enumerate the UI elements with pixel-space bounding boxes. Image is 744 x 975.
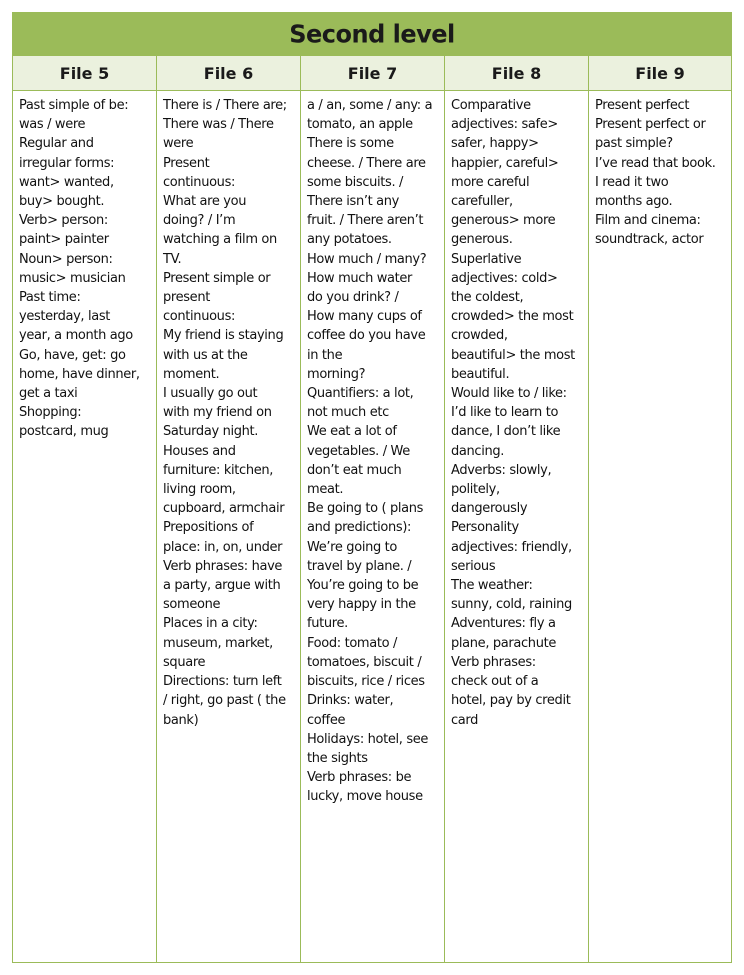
cell-text-line: Verb phrases: have [163,558,283,574]
cell-text-line: safer, happy> [451,136,539,152]
column-header-file-9: File 9 [635,63,685,83]
cell-text-line: fruit. / There aren’t [307,213,424,229]
column-header-file-5: File 5 [13,56,157,90]
cell-text-line: Places in a city: [163,616,258,632]
cell-text-line: Adventures: fly a [451,616,556,632]
cell-text-line: carefuller, [451,194,513,210]
cell-text-line: Past time: [19,290,81,306]
cell-text-line: year, a month ago [19,328,133,344]
cell-text-line: more careful [451,174,530,190]
cell-text-line: serious [451,558,496,574]
cell-text-line: bank) [163,712,199,728]
column-file-6 [157,91,301,962]
cell-text-line: Verb> person: [19,213,108,229]
cell-text-line: months ago. [595,194,673,210]
cell-text-line: tomato, an apple [307,117,413,133]
cell-text-line: adjectives: friendly, [451,539,572,555]
syllabus-table [12,12,732,963]
cell-text-line: coffee [307,712,346,728]
cell-text-line: irregular forms: [19,155,115,171]
cell-text-line: dance, I don’t like [451,424,561,440]
cell-text-line: Past simple of be: [19,98,129,113]
title-bar [13,13,731,55]
cell-text-line: tomatoes, biscuit / [307,654,422,670]
cell-text-line: travel by plane. / [307,558,412,574]
cell-text-line: I’ve read that book. [595,155,716,171]
cell-text-line: dancing. [451,443,505,459]
cell-text-line: Would like to / like: [451,386,567,402]
cell-text-line: cheese. / There are [307,155,426,171]
cell-text-line: I usually go out [163,386,258,402]
cell-text-line: get a taxi [19,386,78,402]
content-row [13,91,731,962]
cell-text-line: museum, market, [163,635,273,651]
cell-text-line: There is / There are; [163,98,287,113]
cell-text-line: Go, have, get: go [19,347,126,363]
cell-text-line: There isn’t any [307,194,400,210]
cell-text-line: Present simple or [163,270,271,286]
cell-text-line: watching a film on [163,232,277,248]
cell-text-line: was / were [19,117,86,133]
cell-text-line: dangerously [451,501,528,517]
cell-text-line: with us at the [163,347,248,363]
cell-text-line: place: in, on, under [163,539,283,555]
column-header-file-6: File 6 [157,56,301,90]
cell-text-line: check out of a [451,674,539,690]
cell-text-line: beautiful. [451,366,510,382]
cell-text-line: want> wanted, [19,174,114,190]
cell-text-line: Verb phrases: [451,654,536,670]
column-file-8 [445,91,589,962]
cell-text-line: don’t eat much [307,462,402,478]
cell-text-line: You’re going to be [307,578,419,594]
cell-text-line: do you drink? / [307,290,399,306]
cell-text-line: paint> painter [19,232,109,248]
cell-text-line: plane, parachute [451,635,556,651]
cell-text-line: Drinks: water, [307,693,394,709]
cell-text-line: some biscuits. / [307,174,404,190]
cell-text-line: What are you [163,194,247,210]
cell-text-line: Be going to ( plans [307,501,424,517]
cell-text-line: / right, go past ( the [163,693,286,709]
cell-text-line: We eat a lot of [307,424,397,440]
cell-text-line: Regular and [19,136,94,152]
cell-text-line: square [163,654,206,670]
cell-text-line: were [163,136,194,152]
cell-text-line: Adverbs: slowly, [451,462,552,478]
cell-text-line: sunny, cold, raining [451,597,572,613]
cell-text-line: adjectives: cold> [451,270,558,286]
cell-text-line: Present [163,155,210,171]
cell-text-line: generous. [451,232,513,248]
cell-text-line: happier, careful> [451,155,559,171]
cell-text-line: future. [307,616,348,632]
cell-text-line: The weather: [451,578,533,594]
cell-text-line: furniture: kitchen, [163,462,274,478]
cell-text-line: Comparative [451,98,531,113]
cell-text-line: crowded> the most [451,309,574,325]
cell-text-line: vegetables. / We [307,443,410,459]
cell-text-line: We’re going to [307,539,398,555]
cell-text-line: meat. [307,482,344,498]
cell-text-line: biscuits, rice / rices [307,674,425,690]
cell-text-line: Shopping: [19,405,82,421]
cell-text-line: cupboard, armchair [163,501,285,517]
cell-text-line: present [163,290,210,306]
cell-text-line: Personality [451,520,519,536]
cell-text-line: There is some [307,136,394,152]
cell-text-line: with my friend on [163,405,272,421]
cell-text-line: yesterday, last [19,309,111,325]
cell-text-line: a party, argue with [163,578,281,594]
cell-text-line: moment. [163,366,220,382]
cell-text-line: adjectives: safe> [451,117,558,133]
cell-text-line: card [451,712,479,728]
cell-text-line: Present perfect or [595,117,706,133]
cell-text-line: There was / There [163,117,274,133]
page-title: Second level [289,19,455,49]
cell-text-line: crowded, [451,328,508,344]
cell-text-line: a / an, some / any: a [307,98,433,113]
cell-text-line: not much etc [307,405,389,421]
cell-text-line: Holidays: hotel, see [307,731,429,747]
cell-text-line: Verb phrases: be [307,770,412,786]
cell-text-line: living room, [163,482,236,498]
cell-text-line: I’d like to learn to [451,405,559,421]
cell-text-line: Food: tomato / [307,635,398,651]
column-file-5 [13,91,157,962]
cell-text-line: someone [163,597,221,613]
cell-text-line: Superlative [451,251,522,267]
cell-text-line: home, have dinner, [19,366,140,382]
cell-text-line: Houses and [163,443,236,459]
cell-text-line: lucky, move house [307,789,423,805]
column-file-9 [589,91,731,962]
cell-text-line: TV. [163,251,182,267]
cell-text-line: How much water [307,270,413,286]
cell-text-line: Prepositions of [163,520,254,536]
cell-text-line: continuous: [163,309,236,325]
cell-text-line: coffee do you have [307,328,426,344]
cell-text-line: My friend is staying [163,328,284,344]
column-header-file-7: File 7 [301,56,445,90]
cell-text-line: I read it two [595,174,669,190]
cell-text-line: beautiful> the most [451,347,575,363]
cell-text-line: continuous: [163,174,236,190]
cell-text-line: the sights [307,750,368,766]
cell-text-line: morning? [307,366,366,382]
cell-text-line: generous> more [451,213,556,229]
cell-text-line: Film and cinema: [595,213,701,229]
cell-text-line: Noun> person: [19,251,113,267]
header-row [13,55,731,91]
cell-text-line: buy> bought. [19,194,105,210]
cell-text-line: postcard, mug [19,424,109,440]
cell-text-line: doing? / I’m [163,213,236,229]
cell-text-line: music> musician [19,270,126,286]
cell-text-line: Directions: turn left [163,674,282,690]
cell-text-line: and predictions): [307,520,412,536]
cell-text-line: Saturday night. [163,424,259,440]
cell-text-line: very happy in the [307,597,416,613]
cell-text-line: Quantifiers: a lot, [307,386,414,402]
cell-text-line: the coldest, [451,290,524,306]
cell-text-line: past simple? [595,136,673,152]
cell-text-line: How many cups of [307,309,422,325]
cell-text-line: politely, [451,482,500,498]
cell-text-line: soundtrack, actor [595,232,704,248]
cell-text-line: any potatoes. [307,232,392,248]
column-header-file-8: File 8 [445,56,589,90]
cell-text-line: in the [307,347,343,363]
cell-text-line: Present perfect [595,98,690,113]
cell-text-line: hotel, pay by credit [451,693,571,709]
cell-text-line: How much / many? [307,251,427,267]
column-file-7 [301,91,445,962]
